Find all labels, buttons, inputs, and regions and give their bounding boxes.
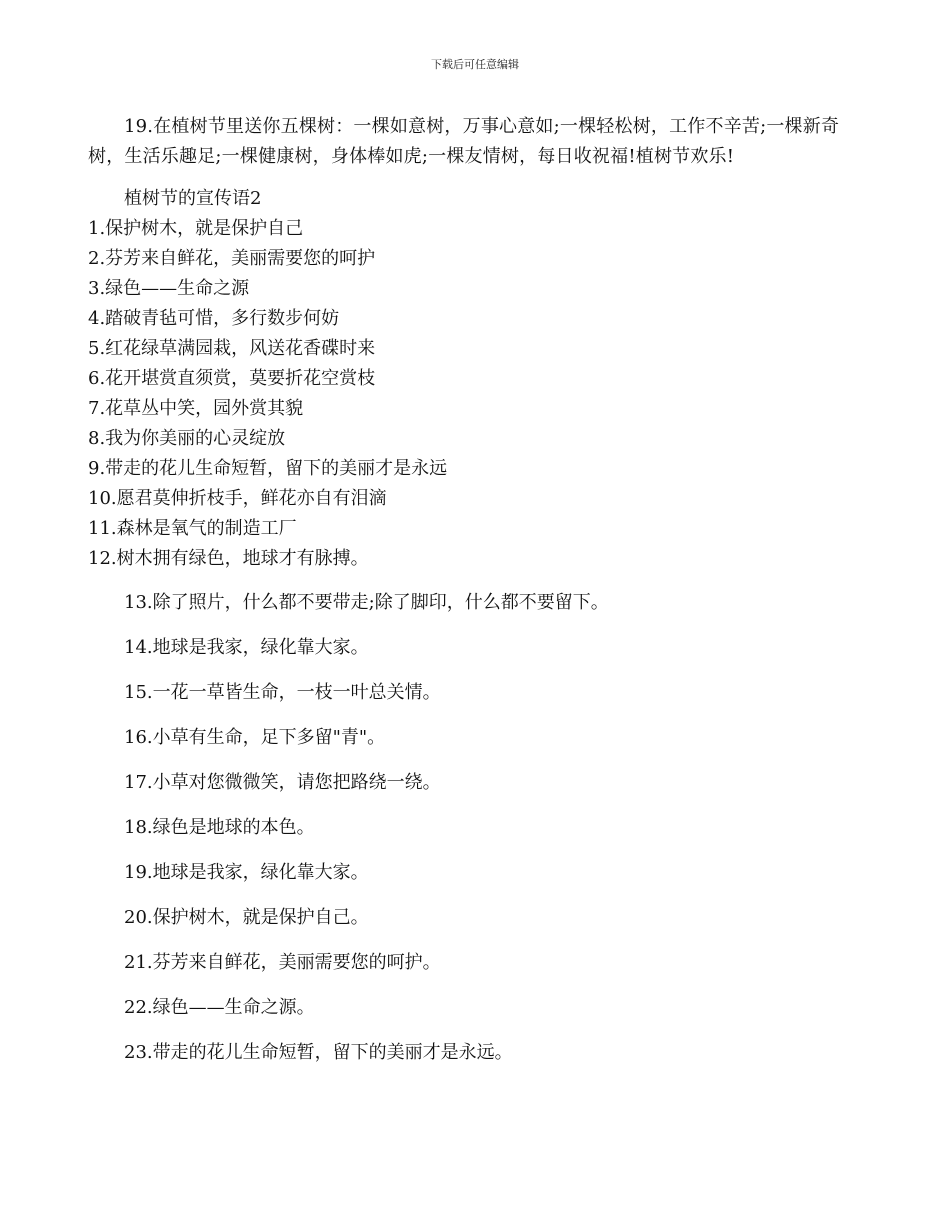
list-item: 2.芬芳来自鲜花，美丽需要您的呵护 [88,248,376,269]
page-header: 下载后可任意编辑 [431,58,519,71]
slogan-paragraph: 20.保护树木，就是保护自己。 [124,907,369,928]
slogan-paragraph: 23.带走的花儿生命短暂，留下的美丽才是永远。 [124,1042,513,1063]
slogan-list [88,214,868,574]
slogan-paragraph: 15.一花一草皆生命，一枝一叶总关情。 [124,682,441,703]
slogan-paragraph: 22.绿色——生命之源。 [124,997,315,1018]
slogan-paragraph: 17.小草对您微微笑，请您把路绕一绕。 [124,772,441,793]
slogan-paragraph: 13.除了照片，什么都不要带走;除了脚印，什么都不要留下。 [124,592,609,613]
slogan-paragraph: 16.小草有生命，足下多留"青"。 [124,727,386,748]
slogan-paragraph: 14.地球是我家，绿化靠大家。 [124,637,369,658]
list-item: 10.愿君莫伸折枝手，鲜花亦自有泪滴 [88,488,387,509]
list-item: 11.森林是氧气的制造工厂 [88,518,297,539]
slogan-paragraph: 18.绿色是地球的本色。 [124,817,315,838]
list-item: 5.红花绿草满园栽，风送花香碟时来 [88,338,376,359]
list-item: 9.带走的花儿生命短暂，留下的美丽才是永远 [88,458,448,479]
list-item: 8.我为你美丽的心灵绽放 [88,428,286,449]
section-title: 植树节的宣传语2 [124,188,262,209]
list-item: 6.花开堪赏直须赏，莫要折花空赏枝 [88,368,376,389]
list-item: 12.树木拥有绿色，地球才有脉搏。 [88,548,369,569]
list-item: 3.绿色——生命之源 [88,278,250,299]
list-item: 4.踏破青毡可惜，多行数步何妨 [88,308,340,329]
intro-paragraph: 19.在植树节里送你五棵树：一棵如意树，万事心意如;一棵轻松树，工作不辛苦;一棵新奇树，生活乐趣足;一棵健康树，身体棒如虎;一棵友情树，每日收祝福!植树节欢乐! [88,116,840,167]
slogan-paragraph: 21.芬芳来自鲜花，美丽需要您的呵护。 [124,952,441,973]
document-body [88,112,868,1068]
slogan-paragraph: 19.地球是我家，绿化靠大家。 [124,862,369,883]
list-item: 1.保护树木，就是保护自己 [88,218,304,239]
list-item: 7.花草丛中笑，园外赏其貌 [88,398,304,419]
slogan-paragraphs [88,588,868,1068]
